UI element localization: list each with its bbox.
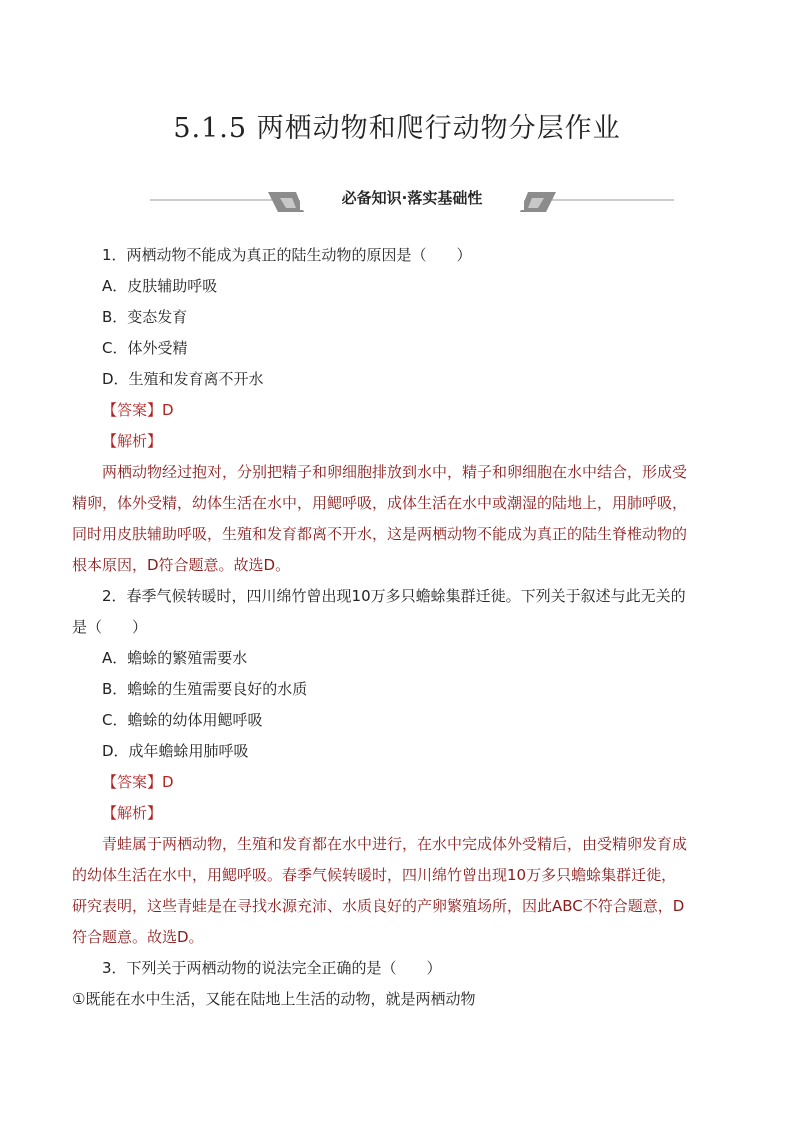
question-2-option-c: C．蟾蜍的幼体用鳃呼吸 [102, 711, 263, 729]
question-2-option-a: A．蟾蜍的繁殖需要水 [102, 649, 248, 667]
page-title: 5.1.5 两栖动物和爬行动物分层作业 [173, 113, 621, 144]
answer-value: D [162, 401, 174, 419]
analysis-line: 的幼体生活在水中，用鳃呼吸。春季气候转暖时，四川绵竹曾出现10万多只蟾蜍集群迁徙， [72, 866, 677, 884]
question-2-option-d: D．成年蟾蜍用肺呼吸 [102, 742, 249, 760]
analysis-line: 两栖动物经过抱对，分别把精子和卵细胞排放到水中，精子和卵细胞在水中结合，形成受 [102, 463, 688, 481]
answer-value: D [162, 773, 174, 791]
analysis-line: 青蛙属于两栖动物，生殖和发育都在水中进行，在水中完成体外受精后，由受精卵发育成 [102, 835, 688, 853]
question-2-answer [72, 767, 724, 798]
section-banner [150, 184, 674, 212]
question-1-option-c: C．体外受精 [102, 339, 188, 357]
question-2-analysis [72, 829, 724, 953]
question-1-option-a: A．皮肤辅助呼吸 [102, 277, 218, 295]
analysis-line: 精卵，体外受精，幼体生活在水中，用鳃呼吸，成体生活在水中或潮湿的陆地上，用肺呼吸， [72, 494, 688, 512]
question-1-answer [72, 395, 724, 426]
question-1-analysis [72, 457, 724, 581]
question-1-option-b: B．变态发育 [102, 308, 188, 326]
analysis-line: 根本原因，D符合题意。故选D。 [72, 556, 291, 574]
answer-tag: 【答案】 [102, 773, 163, 791]
answer-tag: 【答案】 [102, 401, 163, 419]
question-2-stem [72, 581, 724, 643]
question-2-analysis-tag: 【解析】 [102, 804, 163, 822]
content-body [72, 240, 724, 1015]
question-1-option-d: D．生殖和发育离不开水 [102, 370, 264, 388]
section-label: 必备知识·落实基础性 [341, 189, 483, 207]
question-2-option-b: B．蟾蜍的生殖需要良好的水质 [102, 680, 308, 698]
stem-line: 2．春季气候转暖时，四川绵竹曾出现10万多只蟾蜍集群迁徙。下列关于叙述与此无关的 [102, 587, 686, 605]
question-1-stem: 1．两栖动物不能成为真正的陆生动物的原因是（ ） [102, 246, 472, 264]
question-3-stem: 3．下列关于两栖动物的说法完全正确的是（ ） [102, 959, 442, 977]
analysis-line: 同时用皮肤辅助呼吸，生殖和发育都离不开水，这是两栖动物不能成为真正的陆生脊椎动物的 [72, 525, 688, 543]
analysis-line: 符合题意。故选D。 [72, 928, 204, 946]
question-1-analysis-tag: 【解析】 [102, 432, 163, 450]
question-3-item-1: ①既能在水中生活，又能在陆地上生活的动物，就是两栖动物 [72, 990, 476, 1008]
analysis-line: 研究表明，这些青蛙是在寻找水源充沛、水质良好的产卵繁殖场所，因此ABC不符合题意，D [72, 897, 685, 915]
stem-line: 是（ ） [72, 618, 148, 636]
